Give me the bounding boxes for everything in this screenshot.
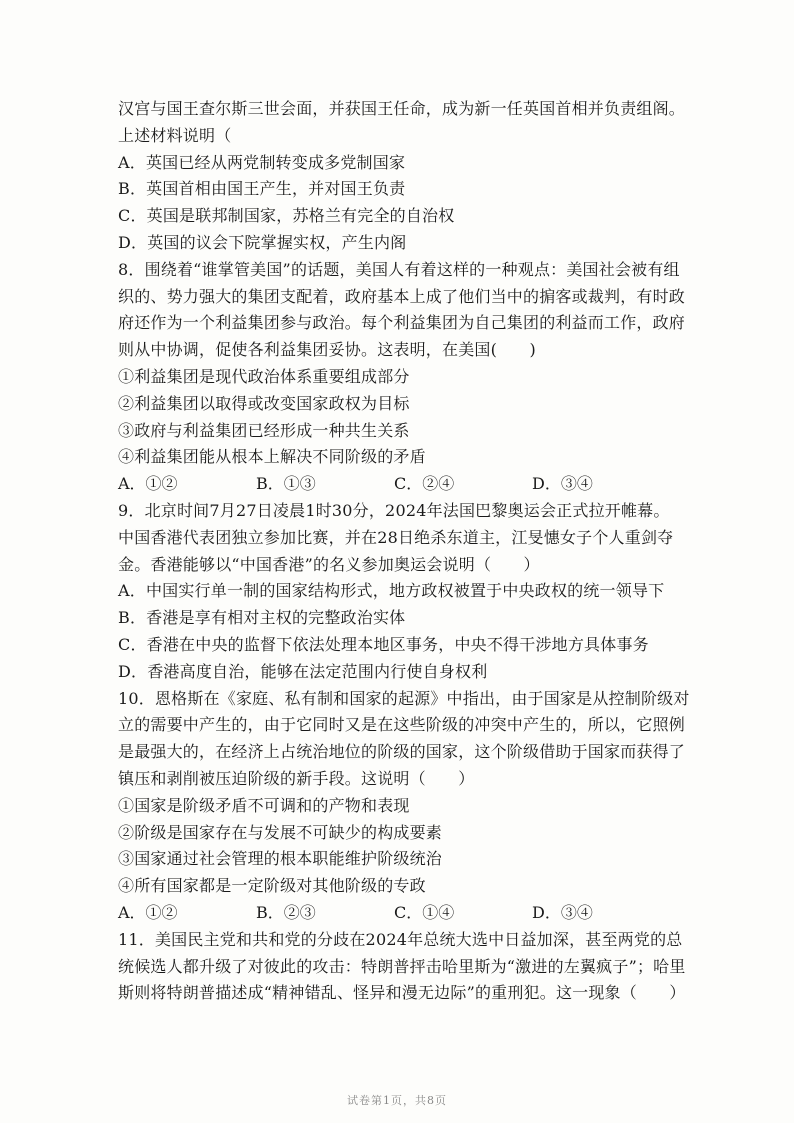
statement: ①利益集团是现代政治体系重要组成部分 bbox=[118, 366, 410, 386]
text-line: 上述材料说明（ bbox=[118, 125, 232, 145]
statement: ④所有国家都是一定阶级对其他阶级的专政 bbox=[118, 876, 426, 896]
choice-a: A．①② bbox=[118, 474, 178, 494]
question-stem: 府还作为一个利益集团参与政治。每个利益集团为自己集团的利益而工作，政府 bbox=[118, 313, 686, 333]
question-stem: 立的需要中产生的，由于它同时又是在这些阶级的冲突中产生的，所以，它照例 bbox=[118, 715, 686, 735]
statement: ③政府与利益集团已经形成一种共生关系 bbox=[118, 420, 410, 440]
statement: ②阶级是国家存在与发展不可缺少的构成要素 bbox=[118, 822, 443, 842]
question-stem: 则从中协调，促使各利益集团妥协。这表明，在美国( ) bbox=[118, 340, 536, 360]
choice-d: D．③④ bbox=[532, 902, 593, 922]
option-b: B．英国首相由国王产生，并对国王负责 bbox=[118, 179, 406, 199]
question-stem: 10．恩格斯在《家庭、私有制和国家的起源》中指出，由于国家是从控制阶级对 bbox=[118, 688, 690, 708]
question-stem: 织的、势力强大的集团支配着，政府基本上成了他们当中的掮客或裁判，有时政 bbox=[118, 286, 686, 306]
question-stem: 9．北京时间7月27日凌晨1时30分，2024年法国巴黎奥运会正式拉开帷幕。 bbox=[118, 500, 670, 520]
question-stem: 8．围绕着“谁掌管美国”的话题，美国人有着这样的一种观点：美国社会被有组 bbox=[118, 259, 680, 279]
option-c: C．香港在中央的监督下依法处理本地区事务，中央不得干涉地方具体事务 bbox=[118, 634, 649, 654]
q7-options bbox=[118, 150, 734, 257]
question-stem: 是最强大的，在经济上占统治地位的阶级的国家，这个阶级借助于国家而获得了 bbox=[118, 742, 686, 762]
choice-a: A．①② bbox=[118, 902, 178, 922]
choice-c: C．①④ bbox=[394, 902, 455, 922]
question-stem: 统候选人都升级了对彼此的攻击：特朗普抨击哈里斯为“激进的左翼疯子”；哈里 bbox=[118, 956, 686, 976]
question-9 bbox=[118, 498, 734, 686]
choice-row bbox=[118, 471, 734, 498]
statement: ②利益集团以取得或改变国家政权为目标 bbox=[118, 393, 410, 413]
option-b: B．香港是享有相对主权的完整政治实体 bbox=[118, 608, 406, 628]
choice-b: B．①③ bbox=[256, 474, 316, 494]
question-8 bbox=[118, 257, 734, 498]
question-10 bbox=[118, 686, 734, 927]
question-stem: 金。香港能够以“中国香港”的名义参加奥运会说明（ ） bbox=[118, 554, 540, 574]
q7-intro bbox=[118, 96, 734, 150]
option-c: C．英国是联邦制国家，苏格兰有完全的自治权 bbox=[118, 206, 455, 226]
choice-c: C．②④ bbox=[394, 474, 455, 494]
question-stem: 镇压和剥削被压迫阶级的新手段。这说明（ ） bbox=[118, 768, 475, 788]
text-line: 汉宫与国王查尔斯三世会面，并获国王任命，成为新一任英国首相并负责组阁。 bbox=[118, 99, 686, 118]
statement: ④利益集团能从根本上解决不同阶级的矛盾 bbox=[118, 447, 426, 467]
choice-row bbox=[118, 900, 734, 927]
option-a: A．中国实行单一制的国家结构形式，地方政权被置于中央政权的统一领导下 bbox=[118, 581, 665, 601]
choice-b: B．②③ bbox=[256, 902, 316, 922]
choice-d: D．③④ bbox=[532, 474, 593, 494]
question-11 bbox=[118, 927, 734, 1007]
statement: ③国家通过社会管理的根本职能维护阶级统治 bbox=[118, 849, 443, 869]
question-stem: 11．美国民主党和共和党的分歧在2024年总统大选中日益加深，甚至两党的总 bbox=[118, 929, 683, 949]
option-a: A．英国已经从两党制转变成多党制国家 bbox=[118, 152, 406, 172]
page-footer: 试卷第1页，共8页 bbox=[347, 1094, 447, 1107]
question-stem: 中国香港代表团独立参加比赛，并在28日绝杀东道主，江旻憓女子个人重剑夺 bbox=[118, 527, 674, 547]
option-d: D．英国的议会下院掌握实权，产生内阁 bbox=[118, 232, 407, 252]
statement: ①国家是阶级矛盾不可调和的产物和表现 bbox=[118, 795, 410, 815]
question-stem: 斯则将特朗普描述成“精神错乱、怪异和漫无边际”的重刑犯。这一现象（ ） bbox=[118, 983, 686, 1003]
option-d: D．香港高度自治，能够在法定范围内行使自身权利 bbox=[118, 661, 488, 681]
